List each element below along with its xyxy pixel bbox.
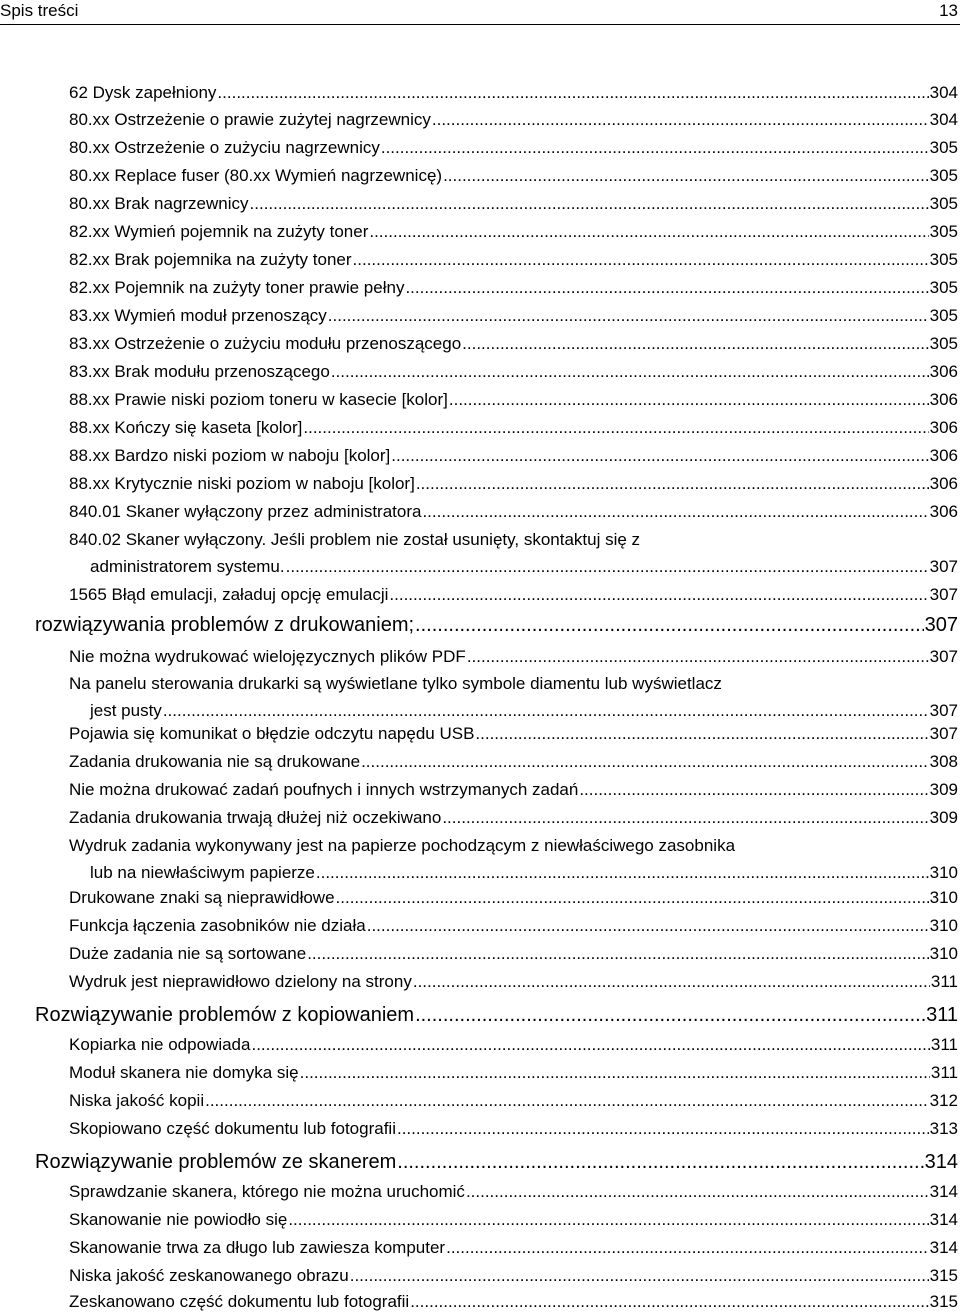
toc-entry-title: Zadania drukowania trwają dłużej niż oczekiwano xyxy=(69,808,442,827)
dot-leader xyxy=(462,330,928,357)
toc-entry-title: Skanowanie trwa za długo lub zawiesza komputer xyxy=(69,1238,446,1257)
toc-entry-page: 314 xyxy=(929,1210,958,1229)
toc-entry-page: 306 xyxy=(929,446,958,465)
toc-entry[interactable] xyxy=(69,330,958,357)
toc-entry-page: 310 xyxy=(929,863,958,882)
toc-entry-page: 306 xyxy=(929,418,958,437)
toc-entry-page: 315 xyxy=(929,1292,958,1311)
dot-leader xyxy=(316,859,929,886)
dot-leader xyxy=(475,720,928,747)
toc-section-title: Rozwiązywanie problemów ze skanerem xyxy=(35,1151,397,1173)
toc-section-title: Rozwiązywanie problemów z kopiowaniem xyxy=(35,1004,415,1026)
toc-entry-page: 310 xyxy=(929,888,958,907)
dot-leader xyxy=(405,274,928,301)
toc-entry[interactable] xyxy=(69,134,958,161)
toc-entry-title: Nie można drukować zadań poufnych i innych wstrzymanych zadań xyxy=(69,780,579,799)
toc-entry-title: 83.xx Ostrzeżenie o zużyciu modułu przenoszącego xyxy=(69,334,462,353)
toc-entry-page: 305 xyxy=(929,222,958,241)
toc-entry[interactable] xyxy=(69,358,958,385)
toc-entry[interactable] xyxy=(69,832,958,886)
dot-leader xyxy=(381,134,929,161)
dot-leader xyxy=(217,79,928,106)
toc-entry[interactable] xyxy=(69,776,958,803)
toc-entry[interactable] xyxy=(69,79,958,106)
toc-entry-title: 80.xx Brak nagrzewnicy xyxy=(69,194,249,213)
toc-entry-title: 80.xx Ostrzeżenie o prawie zużytej nagrzewnicy xyxy=(69,110,431,129)
toc-entry-page: 305 xyxy=(929,334,958,353)
toc-entry[interactable] xyxy=(69,526,958,580)
toc-entry-title: Wydruk jest nieprawidłowo dzielony na strony xyxy=(69,972,412,991)
dot-leader xyxy=(391,442,928,469)
toc-entry-title: 82.xx Wymień pojemnik na zużyty toner xyxy=(69,222,369,241)
toc-entry-title: Niska jakość kopii xyxy=(69,1091,205,1110)
toc-entry-page: 308 xyxy=(929,752,958,771)
header-divider xyxy=(0,24,960,25)
toc-entry-page: 306 xyxy=(929,474,958,493)
running-title: Spis treści xyxy=(0,1,79,20)
toc-entry-title: Pojawia się komunikat o błędzie odczytu napędu USB xyxy=(69,724,475,743)
dot-leader xyxy=(397,1148,923,1176)
toc-entry-title: 82.xx Brak pojemnika na zużyty toner xyxy=(69,250,352,269)
dot-leader xyxy=(286,553,929,580)
toc-entry-page: 306 xyxy=(929,502,958,521)
dot-leader xyxy=(579,776,928,803)
toc-entry-title: Niska jakość zeskanowanego obrazu xyxy=(69,1266,349,1285)
toc-entry-page: 310 xyxy=(929,944,958,963)
toc-entry-title: 62 Dysk zapełniony xyxy=(69,83,217,102)
toc-entry-title: 840.01 Skaner wyłączony przez administratora xyxy=(69,502,422,521)
page-header xyxy=(0,0,960,22)
toc-section-title: rozwiązywania problemów z drukowaniem; xyxy=(35,614,415,636)
toc-entry-title: jest pusty xyxy=(90,701,162,720)
toc-entry-title: 88.xx Krytycznie niski poziom w naboju [kolor] xyxy=(69,474,415,493)
toc-entry[interactable] xyxy=(69,912,958,939)
toc-entry-title: Kopiarka nie odpowiada xyxy=(69,1035,251,1054)
toc-entry[interactable] xyxy=(69,302,958,329)
toc-entry[interactable] xyxy=(69,1059,958,1086)
dot-leader xyxy=(422,498,928,525)
dot-leader xyxy=(367,912,929,939)
toc-entry-page: 306 xyxy=(929,362,958,381)
toc-entry-title: Funkcja łączenia zasobników nie działa xyxy=(69,916,366,935)
dot-leader xyxy=(353,246,929,273)
toc-entry-title: Skanowanie nie powiodło się xyxy=(69,1210,288,1229)
toc-entry-page: 311 xyxy=(930,972,958,991)
toc-entry-title-line1: 840.02 Skaner wyłączony. Jeśli problem nie został usunięty, skontaktuj się z xyxy=(69,530,641,549)
dot-leader xyxy=(288,1206,928,1233)
toc-entry[interactable] xyxy=(69,643,958,670)
dot-leader xyxy=(389,581,928,608)
toc-entry-page: 312 xyxy=(929,1091,958,1110)
toc-entry-page: 307 xyxy=(929,557,958,576)
toc-entry[interactable] xyxy=(69,804,958,831)
toc-section-page: 307 xyxy=(924,614,958,636)
toc-entry[interactable] xyxy=(69,218,958,245)
toc-entry-title: 80.xx Replace fuser (80.xx Wymień nagrzewnicę) xyxy=(69,166,443,185)
toc-entry-page: 305 xyxy=(929,166,958,185)
toc-entry-page: 307 xyxy=(929,647,958,666)
dot-leader xyxy=(251,1031,929,1058)
toc-entry-title: Nie można wydrukować wielojęzycznych plików PDF xyxy=(69,647,466,666)
toc-entry[interactable] xyxy=(69,246,958,273)
toc-entry-page: 304 xyxy=(929,83,958,102)
toc-entry[interactable] xyxy=(69,1178,958,1205)
toc-entry-page: 309 xyxy=(929,780,958,799)
toc-section-page: 311 xyxy=(926,1004,958,1026)
toc-entry[interactable] xyxy=(69,190,958,217)
toc-entry[interactable] xyxy=(69,884,958,911)
toc-entry[interactable] xyxy=(69,106,958,133)
toc-entry[interactable] xyxy=(69,1262,958,1289)
dot-leader xyxy=(413,968,930,995)
toc-entry-page: 305 xyxy=(929,306,958,325)
toc-entry-title: Zadania drukowania nie są drukowane xyxy=(69,752,361,771)
dot-leader xyxy=(443,162,929,189)
toc-entry[interactable] xyxy=(69,470,958,497)
toc-entry[interactable] xyxy=(69,274,958,301)
toc-entry-title: 83.xx Wymień moduł przenoszący xyxy=(69,306,327,325)
dot-leader xyxy=(415,1001,925,1029)
toc-entry-title-line1: Wydruk zadania wykonywany jest na papierze pochodzącym z niewłaściwego zasobnika xyxy=(69,836,736,855)
toc-entry-title-line1: Na panelu sterowania drukarki są wyświetlane tylko symbole diamentu lub wyświetlacz xyxy=(69,674,722,693)
toc-entry-page: 307 xyxy=(929,585,958,604)
toc-entry-page: 311 xyxy=(930,1063,958,1082)
toc-entry-title: 80.xx Ostrzeżenie o zużyciu nagrzewnicy xyxy=(69,138,380,157)
toc-entry-title: Drukowane znaki są nieprawidłowe xyxy=(69,888,335,907)
toc-entry-page: 307 xyxy=(929,724,958,743)
dot-leader xyxy=(442,804,928,831)
toc-entry[interactable] xyxy=(69,442,958,469)
toc-entry[interactable] xyxy=(69,720,958,747)
dot-leader xyxy=(467,643,929,670)
toc-entry[interactable] xyxy=(69,1087,958,1114)
toc-entry-title: 82.xx Pojemnik na zużyty toner prawie pełny xyxy=(69,278,405,297)
toc-entry-title: 83.xx Brak modułu przenoszącego xyxy=(69,362,330,381)
toc-entry-title: 1565 Błąd emulacji, załaduj opcję emulacji xyxy=(69,585,389,604)
toc-entry-page: 305 xyxy=(929,194,958,213)
dot-leader xyxy=(369,218,928,245)
toc-entry[interactable] xyxy=(69,414,958,441)
toc-entry-title: Zeskanowano część dokumentu lub fotografii xyxy=(69,1292,410,1311)
toc-entry-title: 88.xx Kończy się kaseta [kolor] xyxy=(69,418,303,437)
toc-entry-title: lub na niewłaściwym papierze xyxy=(90,863,315,882)
dot-leader xyxy=(416,470,929,497)
toc-entry-page: 310 xyxy=(929,916,958,935)
dot-leader xyxy=(350,1262,929,1289)
toc-entry-title: administratorem systemu. xyxy=(90,557,285,576)
dot-leader xyxy=(307,940,928,967)
dot-leader xyxy=(410,1288,928,1315)
toc-entry-page: 304 xyxy=(929,110,958,129)
dot-leader xyxy=(250,190,929,217)
toc-section-page: 314 xyxy=(924,1151,958,1173)
toc-section[interactable] xyxy=(35,1148,958,1176)
toc-entry[interactable] xyxy=(69,940,958,967)
toc-entry[interactable] xyxy=(69,1206,958,1233)
toc-entry-page: 314 xyxy=(929,1182,958,1201)
toc-entry-page: 309 xyxy=(929,808,958,827)
toc-entry-title: Duże zadania nie są sortowane xyxy=(69,944,307,963)
toc-entry-page: 314 xyxy=(929,1238,958,1257)
toc-section[interactable] xyxy=(35,1001,958,1029)
dot-leader xyxy=(361,748,929,775)
toc-section[interactable] xyxy=(35,611,958,639)
dot-leader xyxy=(415,611,924,639)
toc-entry-title: 88.xx Prawie niski poziom toneru w kasecie [kolor] xyxy=(69,390,448,409)
toc-entry[interactable] xyxy=(69,386,958,413)
dot-leader xyxy=(331,358,929,385)
dot-leader xyxy=(336,884,929,911)
dot-leader xyxy=(328,302,929,329)
dot-leader xyxy=(397,1115,929,1142)
toc-entry[interactable] xyxy=(69,968,958,995)
toc-entry-title: Moduł skanera nie domyka się xyxy=(69,1063,299,1082)
dot-leader xyxy=(303,414,928,441)
toc-entry-title: Sprawdzanie skanera, którego nie można uruchomić xyxy=(69,1182,465,1201)
toc-entry[interactable] xyxy=(69,162,958,189)
dot-leader xyxy=(432,106,929,133)
toc-entry-page: 313 xyxy=(929,1119,958,1138)
toc-entry-page: 305 xyxy=(929,278,958,297)
toc-entry-page: 315 xyxy=(929,1266,958,1285)
toc-entry[interactable] xyxy=(69,1288,958,1315)
toc-entry-page: 311 xyxy=(930,1035,958,1054)
dot-leader xyxy=(300,1059,930,1086)
toc-entry[interactable] xyxy=(69,581,958,608)
toc-entry[interactable] xyxy=(69,1115,958,1142)
toc-entry-title: Skopiowano część dokumentu lub fotografii xyxy=(69,1119,396,1138)
toc-entry[interactable] xyxy=(69,748,958,775)
toc-entry[interactable] xyxy=(69,1031,958,1058)
toc-entry-page: 306 xyxy=(929,390,958,409)
toc-entry[interactable] xyxy=(69,498,958,525)
dot-leader xyxy=(446,1234,929,1261)
toc-entry[interactable] xyxy=(69,1234,958,1261)
toc-entry[interactable] xyxy=(69,670,958,724)
toc-entry-page: 305 xyxy=(929,250,958,269)
dot-leader xyxy=(449,386,929,413)
toc-entry-page: 307 xyxy=(929,701,958,720)
page-number: 13 xyxy=(939,1,958,20)
toc-entry-page: 305 xyxy=(929,138,958,157)
dot-leader xyxy=(205,1087,929,1114)
dot-leader xyxy=(466,1178,929,1205)
toc-entry-title: 88.xx Bardzo niski poziom w naboju [kolor] xyxy=(69,446,391,465)
